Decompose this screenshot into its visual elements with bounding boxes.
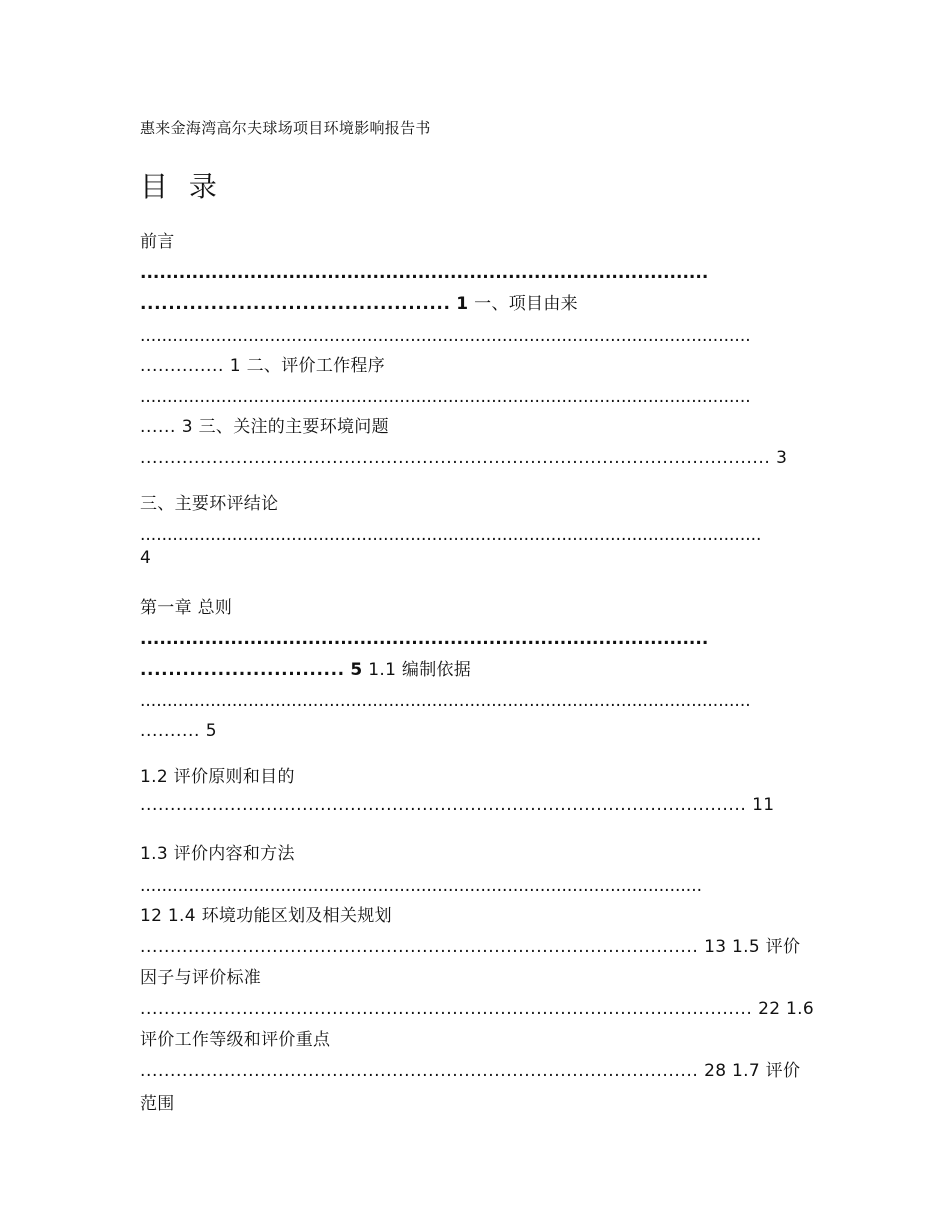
toc-line-origin-page xyxy=(140,355,385,377)
toc-line-1-2-page xyxy=(140,794,774,816)
toc-entry-1-6: 22 1.6 xyxy=(758,999,814,1019)
toc-entry-1-1: 1.1 编制依据 xyxy=(368,660,472,680)
toc-leader-dots: ........................................................................................ xyxy=(140,263,709,283)
toc-page-number: 1 xyxy=(456,294,469,314)
toc-entry-1-4: 12 1.4 环境功能区划及相关规划 xyxy=(140,906,392,926)
toc-entry-work-procedure: 二、评价工作程序 xyxy=(246,356,386,376)
toc-page-number: 11 xyxy=(752,795,775,815)
toc-line-procedure-page xyxy=(140,416,389,438)
toc-leader-dots: ...................................................................................................... xyxy=(140,999,753,1019)
toc-leader-dots: ......................................................................................................... xyxy=(140,448,771,468)
toc-line-1-5-page xyxy=(140,998,814,1020)
toc-line-preface-page xyxy=(140,293,578,315)
toc-entry-main-issues: 三、关注的主要环境问题 xyxy=(198,417,389,437)
toc-leader-dots: ..................................................................................................... xyxy=(140,795,747,815)
toc-page-number: 5 xyxy=(350,660,363,680)
toc-page-number: 1 xyxy=(229,356,241,376)
toc-leader-dots: ............................................ xyxy=(140,294,451,314)
toc-line-chapter1-page xyxy=(140,659,471,681)
toc-entry-chapter-1: 第一章 总则 xyxy=(140,598,233,618)
toc-entry-1-6-cont: 评价工作等级和评价重点 xyxy=(140,1030,331,1050)
toc-title: 目 录 xyxy=(140,170,223,203)
toc-line-1-4-page xyxy=(140,936,800,958)
toc-entry-1-5: 13 1.5 评价 xyxy=(704,937,801,957)
toc-leader-dots: ........................................................................................ xyxy=(140,629,709,649)
toc-line-1-1-page xyxy=(140,720,217,742)
toc-entry-1-7-cont: 范围 xyxy=(140,1094,175,1114)
toc-entry-preface: 前言 xyxy=(140,232,175,252)
toc-leader-dots: .......... xyxy=(140,721,201,741)
toc-entry-1-7: 28 1.7 评价 xyxy=(704,1061,801,1081)
toc-line-1-6-page xyxy=(140,1060,800,1082)
toc-leader-dots: ............................................................................................. xyxy=(140,1061,699,1081)
toc-leader-dots: ............................. xyxy=(140,660,345,680)
toc-entry-conclusion: 三、主要环评结论 xyxy=(140,494,279,514)
toc-entry-1-2: 1.2 评价原则和目的 xyxy=(140,767,295,787)
toc-leader-dots: ...... xyxy=(140,417,177,437)
toc-page-number: 5 xyxy=(205,721,217,741)
toc-leader-dots: .............. xyxy=(140,356,225,376)
toc-leader-dots: ................................................................................................................. xyxy=(140,691,751,711)
toc-page-number: 3 xyxy=(181,417,193,437)
toc-leader-dots: ................................................................................................................. xyxy=(140,387,751,407)
toc-page-number: 3 xyxy=(776,448,788,468)
toc-entry-1-3: 1.3 评价内容和方法 xyxy=(140,844,295,864)
document-header: 惠来金海湾高尔夫球场项目环境影响报告书 xyxy=(140,119,431,137)
toc-page-number: 4 xyxy=(140,548,152,568)
toc-leader-dots: ........................................................................................................ xyxy=(140,876,702,896)
toc-line-issues-page xyxy=(140,447,787,469)
toc-leader-dots: ................................................................................................................... xyxy=(140,525,762,545)
toc-leader-dots: ................................................................................................................. xyxy=(140,326,751,346)
toc-entry-project-origin: 一、项目由来 xyxy=(474,294,578,314)
toc-leader-dots: ............................................................................................. xyxy=(140,937,699,957)
toc-entry-1-5-cont: 因子与评价标准 xyxy=(140,968,262,988)
